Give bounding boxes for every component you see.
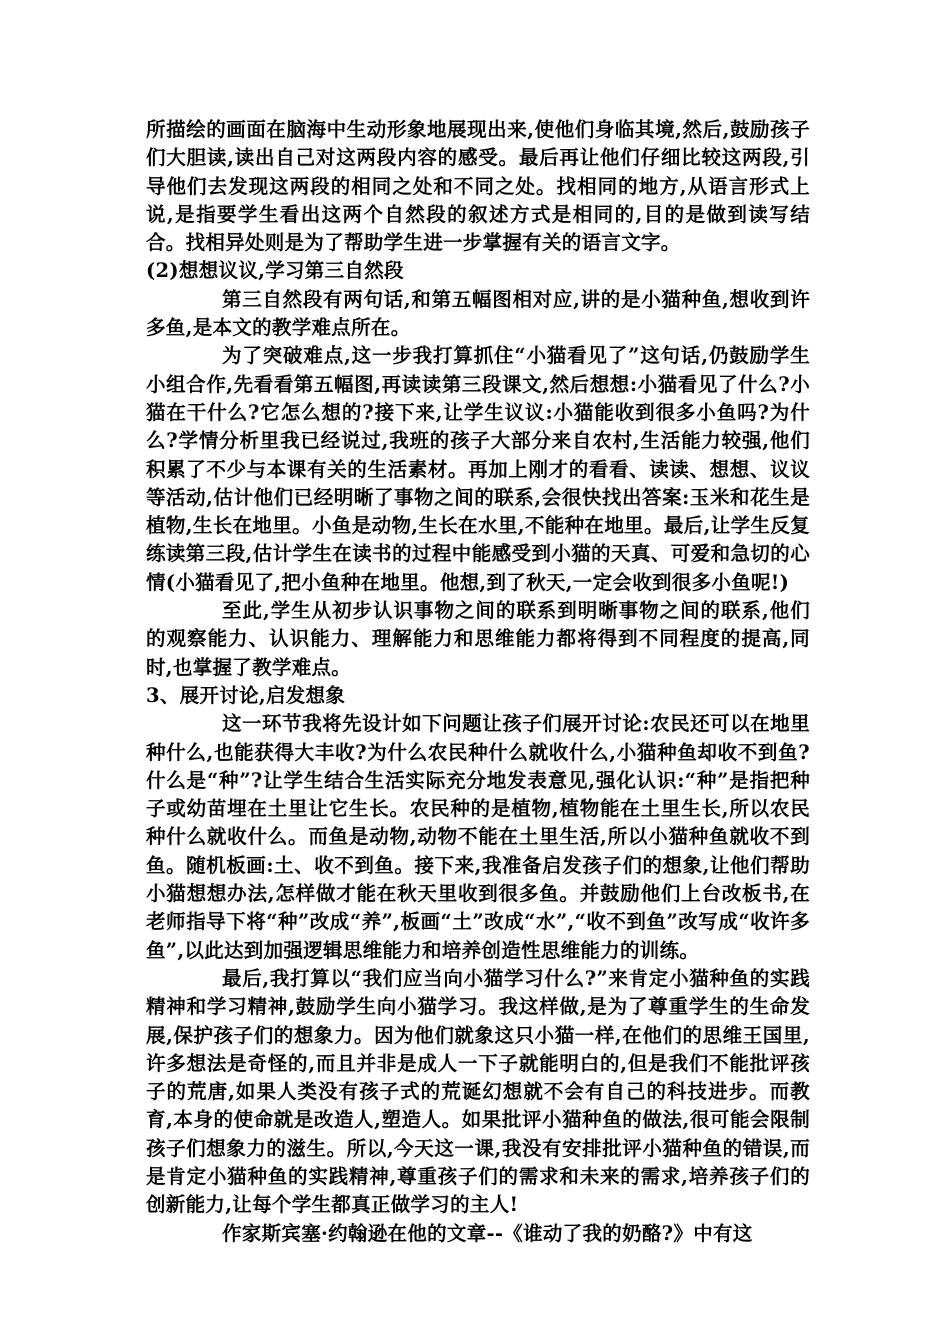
document-body — [146, 116, 810, 1248]
paragraph-breakthrough: 为了突破难点,这一步我打算抓住“小猫看见了”这句话,仍鼓励学生小组合作,先看看第五幅图,再读读第三段课文,然后想想:小猫看见了什么?小猫在干什么?它怎么想的?接下来,让学生议议:小猫能收到很多小鱼吗?为什么?学情分析里我已经说过,我班的孩子大部分来自农村,生活能力较强,他们积累了不少与本课有关的生活素材。再加上刚才的看看、读读、想想、议议等活动,估计他们已经明晰了事物之间的联系,会很快找出答案:玉米和花生是植物,生长在地里。小鱼是动物,生长在水里,不能种在地里。最后,让学生反复练读第三段,估计学生在读书的过程中能感受到小猫的天真、可爱和急切的心情(小猫看见了,把小鱼种在地里。他想,到了秋天,一定会收到很多小鱼呢!) — [146, 344, 810, 594]
paragraph-author-quote: 作家斯宾塞·约翰逊在他的文章--《谁动了我的奶酪?》中有这 — [222, 1221, 753, 1245]
section-heading-think-discuss: (2)想想议议,学习第三自然段 — [146, 259, 404, 283]
paragraph-discussion: 这一环节我将先设计如下问题让孩子们展开讨论:农民还可以在地里种什么,也能获得大丰收?为什么农民种什么就收什么,小猫种鱼却收不到鱼?什么是“种”?让学生结合生活实际充分地发表意见,强化认识:“种”是指把种子或幼苗埋在土里让它生长。农民种的是植物,植物能在土里生长,所以农民种什么就收什么。而鱼是动物,动物不能在土里生活,所以小猫种鱼就收不到鱼。随机板画:土、收不到鱼。接下来,我准备启发孩子们的想象,让他们帮助小猫想想办法,怎样做才能在秋天里收到很多鱼。并鼓励他们上台改板书,在老师指导下将“种”改成“养”,板画“土”改成“水”,“收不到鱼”改写成“收许多鱼”,以此达到加强逻辑思维能力和培养创造性思维能力的训练。 — [146, 712, 810, 962]
section-heading-discussion: 3、展开讨论,启发想象 — [146, 683, 346, 707]
paragraph-conclusion: 至此,学生从初步认识事物之间的联系到明晰事物之间的联系,他们的观察能力、认识能力、理解能力和思维能力都将得到不同程度的提高,同时,也掌握了教学难点。 — [146, 599, 810, 679]
paragraph-third-section: 第三自然段有两句话,和第五幅图相对应,讲的是小猫种鱼,想收到许多鱼,是本文的教学难点所在。 — [146, 287, 810, 340]
paragraph-intro: 所描绘的画面在脑海中生动形象地展现出来,使他们身临其境,然后,鼓励孩子们大胆读,读出自己对这两段内容的感受。最后再让他们仔细比较这两段,引导他们去发现这两段的相同之处和不同之处。找相同的地方,从语言形式上说,是指要学生看出这两个自然段的叙述方式是相同的,目的是做到读写结合。找相异处则是为了帮助学生进一步掌握有关的语言文字。 — [146, 118, 810, 255]
paragraph-final: 最后,我打算以“我们应当向小猫学习什么?”来肯定小猫种鱼的实践精神和学习精神,鼓励学生向小猫学习。我这样做,是为了尊重学生的生命发展,保护孩子们的想象力。因为他们就象这只小猫一样,在他们的思维王国里,许多想法是奇怪的,而且并非是成人一下子就能明白的,但是我们不能批评孩子的荒唐,如果人类没有孩子式的荒诞幻想就不会有自己的科技进步。而教育,本身的使命就是改造人,塑造人。如果批评小猫种鱼的做法,很可能会限制孩子们想象力的滋生。所以,今天这一课,我没有安排批评小猫种鱼的错误,而是肯定小猫种鱼的实践精神,尊重孩子们的需求和未来的需求,培养孩子们的创新能力,让每个学生都真正做学习的主人! — [146, 966, 810, 1217]
